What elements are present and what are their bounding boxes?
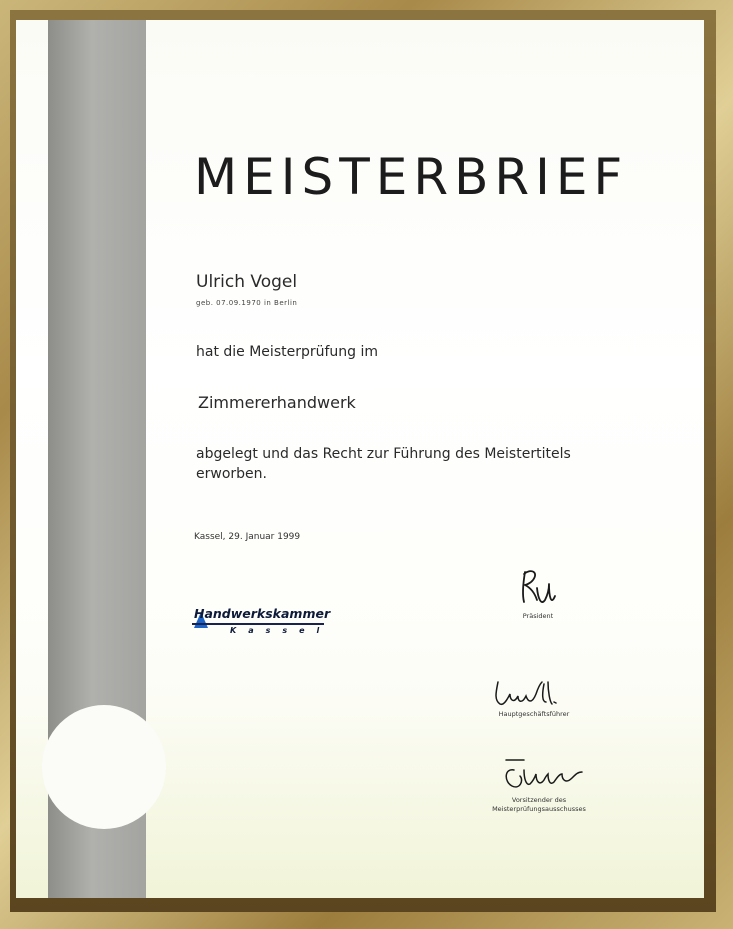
signature-president xyxy=(498,566,578,621)
statement-rights: abgelegt und das Recht zur Führung des Meistertitels erworben. xyxy=(196,446,571,482)
logo-city: Kassel xyxy=(230,626,332,635)
handwerkskammer-logo xyxy=(192,606,332,642)
logo-underline xyxy=(192,623,324,625)
statement-exam: hat die Meisterprüfung im xyxy=(196,344,379,360)
signature-managing-director xyxy=(474,678,594,719)
signature-role: Präsident xyxy=(522,612,554,620)
place-date: Kassel, 29. Januar 1999 xyxy=(194,532,301,542)
signature-role: Hauptgeschäftsführer xyxy=(498,710,570,718)
signature-role-line-2: Meisterprüfungsausschusses xyxy=(492,805,586,813)
birth-info: geb. 07.09.1970 in Berlin xyxy=(196,299,298,307)
recipient-name: Ulrich Vogel xyxy=(196,272,298,292)
decorative-circle xyxy=(42,705,166,829)
signature-managing-director-mark xyxy=(484,678,584,710)
signature-chairman-mark xyxy=(484,756,594,796)
certificate-paper xyxy=(16,20,704,898)
signature-role-line-1: Vorsitzender des xyxy=(511,796,567,804)
signature-chairman xyxy=(464,756,614,814)
certificate-title: MEISTERBRIEF xyxy=(194,148,629,206)
signature-president-mark xyxy=(513,566,563,612)
trade-name: Zimmererhandwerk xyxy=(198,393,356,412)
logo-name: Handwerkskammer xyxy=(194,606,331,621)
